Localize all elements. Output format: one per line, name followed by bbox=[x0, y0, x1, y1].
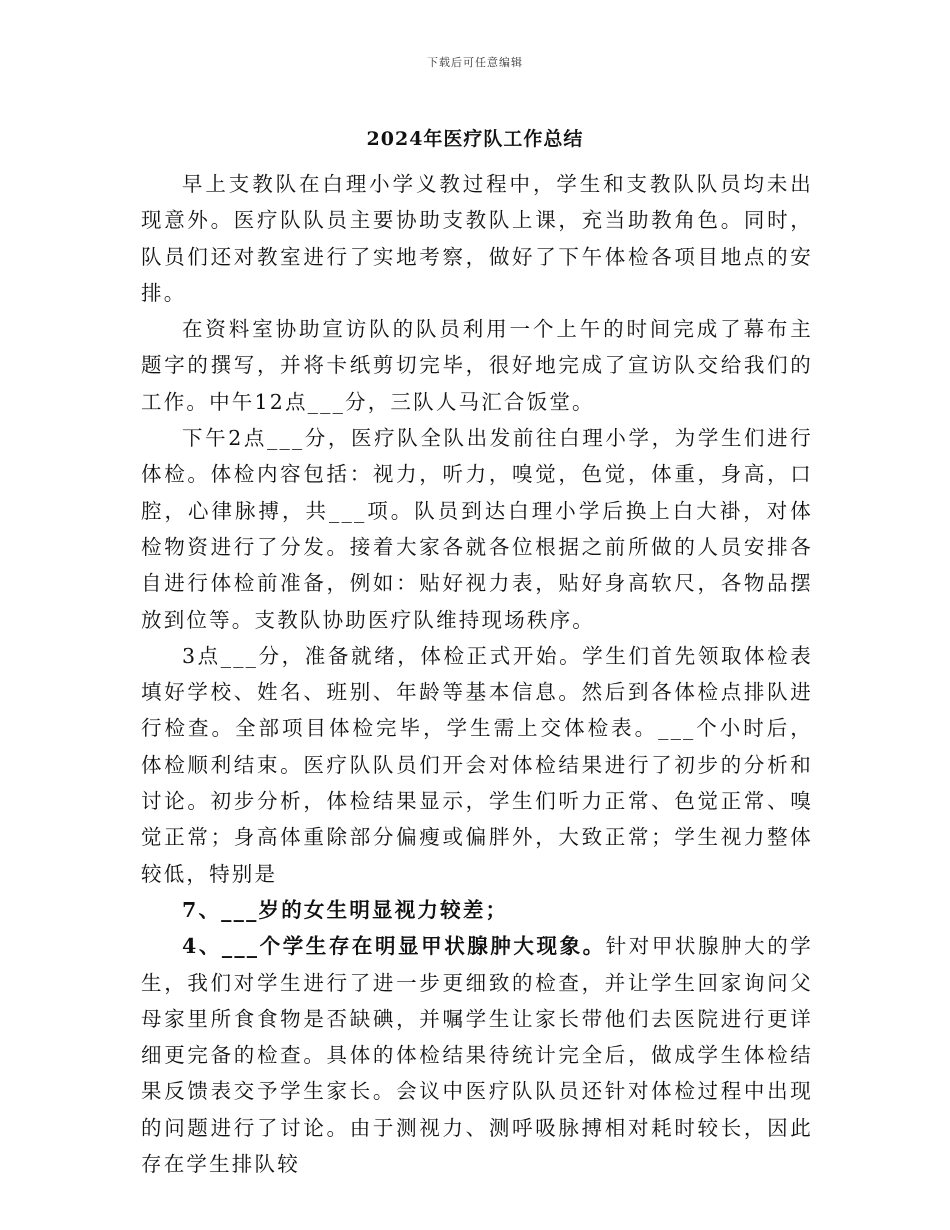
page-title: 2024年医疗队工作总结 bbox=[366, 128, 584, 150]
paragraph-5: 7、___岁的女生明显视力较差； bbox=[182, 897, 509, 922]
paragraph-3: 下午2点___分，医疗队全队出发前往白理小学，为学生们进行体检。体检内容包括：视力，听力，嗅觉，色觉，体重，身高，口腔，心律脉搏，共___项。队员到达白理小学后换上白大褂，对体检物资进行了分发。接着大家各就各位根据之前所做的人员安排各自进行体检前准备，例如：贴好视力表，贴好身高软尺，各物品摆放到位等。支教队协助医疗队维持现场秩序。 bbox=[141, 426, 813, 632]
paragraph-2: 在资料室协助宣访队的队员利用一个上午的时间完成了幕布主题字的撰写，并将卡纸剪切完毕，很好地完成了宣访队交给我们的工作。中午12点___分，三队人马汇合饭堂。 bbox=[141, 317, 813, 414]
paragraph-4: 3点___分，准备就绪，体检正式开始。学生们首先领取体检表填好学校、姓名、班别、年龄等基本信息。然后到各体检点排队进行检查。全部项目体检完毕，学生需上交体检表。___个小时后，体检顺利结束。医疗队队员们开会对体检结果进行了初步的分析和讨论。初步分析，体检结果显示，学生们听力正常、色觉正常、嗅觉正常；身高体重除部分偏瘦或偏胖外，大致正常；学生视力整体较低，特别是 bbox=[141, 643, 813, 886]
paragraph-6-bold-lead: 4、___个学生存在明显甲状腺肿大现象。 bbox=[182, 934, 606, 959]
paragraph-6-rest: 针对甲状腺肿大的学生，我们对学生进行了进一步更细致的检查，并让学生回家询问父母家里所食食物是否缺碘，并嘱学生让家长带他们去医院进行更详细更完备的检查。具体的体检结果待统计完全后，做成学生体检结果反馈表交予学生家长。会议中医疗队队员还针对体检过程中出现的问题进行了讨论。由于测视力、测呼吸脉搏相对耗时较长，因此存在学生排队较 bbox=[141, 934, 813, 1177]
paragraph-1: 早上支教队在白理小学义教过程中，学生和支教队队员均未出现意外。医疗队队员主要协助支教队上课，充当助教角色。同时，队员们还对教室进行了实地考察，做好了下午体检各项目地点的安排。 bbox=[141, 172, 813, 305]
paragraph-6 bbox=[141, 928, 813, 1182]
header-note: 下载后可任意编辑 bbox=[427, 56, 523, 69]
document-body bbox=[141, 166, 813, 1182]
